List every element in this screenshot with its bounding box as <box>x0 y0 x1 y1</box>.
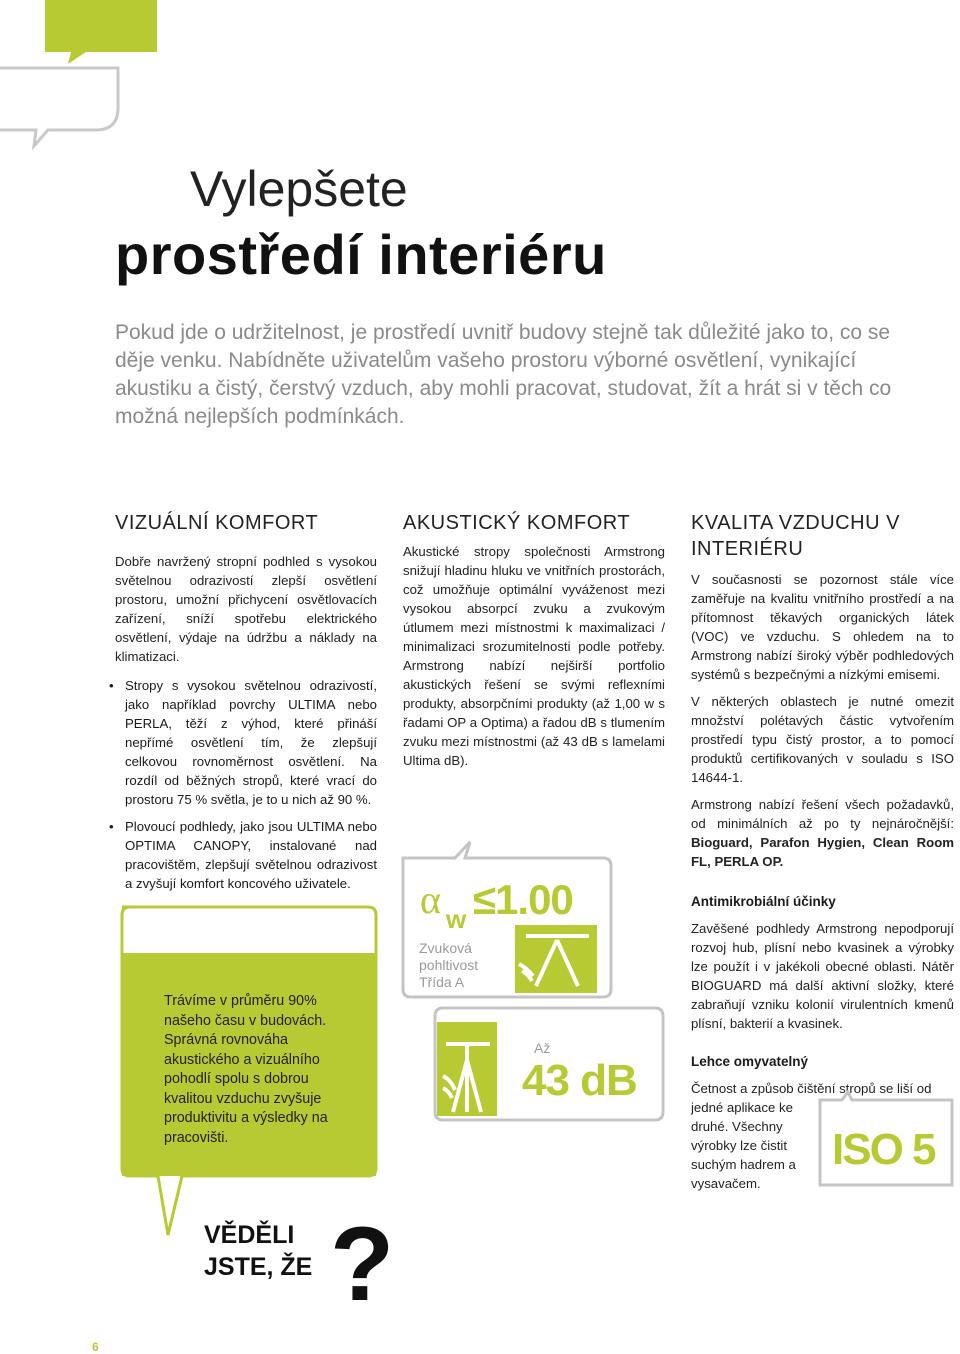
class-label-line: pohltivost <box>419 957 479 973</box>
page-title-line2: prostředí interiéru <box>115 223 607 286</box>
visual-comfort-bullets <box>115 676 377 893</box>
acoustic-comfort-heading: AKUSTICKÝ KOMFORT <box>403 512 631 534</box>
page-number: 6 <box>92 1340 99 1354</box>
callout-text: Trávíme v průměru 90% našeho času v budovách. Správná rovnováha akustického a vizuálního pohodlí spolu s dobrou kvalitou vzduchu zvyšuje produktivitu a výsledky na pracovišti. <box>164 993 328 1146</box>
washable-line: druhé. Všechny <box>691 1119 783 1134</box>
air-quality-heading: KVALITA VZDUCHU V INTERIÉRU <box>691 512 900 560</box>
list-item: • Stropy s vysokou světelnou odrazivostí, jako například povrchy ULTIMA nebo PERLA, těží z výhod, které přináší nepřímé osvětlení tím, že zlepšují celkovou rovnoměrnost osvětlení. Na rozdíl od běžných stropů, které vrací do prostoru 75 % světla, je to u nich až 90 %. <box>115 676 377 809</box>
alpha-symbol: α <box>420 877 441 922</box>
washable-line: výrobky lze čistit <box>691 1138 787 1153</box>
question-mark-icon: ? <box>330 1206 395 1323</box>
db-prefix: Až <box>534 1040 551 1056</box>
washable-heading: Lehce omyvatelný <box>691 1054 809 1069</box>
green-bubble-icon <box>45 0 157 64</box>
class-label-line: Třída A <box>419 974 465 990</box>
intro-paragraph: Pokud jde o udržitelnost, je prostředí uvnitř budovy stejně tak důležité jako to, co se děje venku. Nabídněte uživatelům vašeho prostoru výborné osvětlení, vynikající akustiku a čistý, čerstvý vzduch, aby mohli pracovat, studovat, žít a hrát si v těch co možná nejlepších podmínkách. <box>115 321 892 428</box>
air-quality-products: Bioguard, Parafon Hygien, Clean Room FL, PERLA OP. <box>691 835 954 869</box>
alpha-value: ≤1.00 <box>473 876 573 923</box>
air-quality-p2: V některých oblastech je nutné omezit množství polétavých částic vytvořením prostředí typu čistý prostor, a to pomocí produktů certifikovaných v souladu s ISO 14644-1. <box>691 694 954 785</box>
did-you-know-heading <box>204 1219 312 1283</box>
washable-line: Četnost a způsob čištění stropů se liší od <box>691 1081 932 1096</box>
class-label-line: Zvuková <box>419 940 472 956</box>
acoustic-comfort-body: Akustické stropy společnosti Armstrong snižují hladinu hluku ve vnitřních prostorách, což umožňuje optimální vyváženost mezi vysokou absorpcí zvuku a zvukovým útlumem mezi místnostmi k maximalizaci / minimalizaci srozumitelnosti podle potřeby. Armstrong nabízí nejširší portfolio akustických řešení se svými reflexními produkty, absorpčními produkty (až 1,00 w s řadami OP a Optima) a řadou dB s tlumením zvuku mezi místnostmi (až 43 dB s lamelami Ultima dB). <box>403 544 665 768</box>
washable-line: vysavačem. <box>691 1176 761 1191</box>
antimicrobial-body: Zavěšené podhledy Armstrong nepodporují rozvoj hub, plísní nebo kvasinek a výrobky lze použít i v jakékoli obecné oblasti. Nátěr BIOGUARD má další aktivní složky, které zabraňují vzniku kolonií virulentních kmenů plísní, bakterií a kvasinek. <box>691 921 954 1031</box>
acoustic-comfort-section <box>403 510 665 770</box>
page-title-line1: Vylepšete <box>190 161 408 217</box>
visual-comfort-heading: VIZUÁLNÍ KOMFORT <box>115 512 319 534</box>
washable-line: suchým hadrem a <box>691 1157 796 1172</box>
visual-comfort-section <box>115 510 377 901</box>
list-item: • Plovoucí podhledy, jako jsou ULTIMA nebo OPTIMA CANOPY, instalované nad pracovištěm, zlepšují světelnou odrazivost a zvyšují komfort koncového uživatele. <box>115 817 377 893</box>
speech-bubbles-decor <box>0 0 160 150</box>
antimicrobial-heading: Antimikrobiální účinky <box>691 894 836 909</box>
air-quality-p3 <box>691 795 954 871</box>
absorption-class-label <box>419 940 478 991</box>
iso-class-badge: ISO 5 <box>832 1125 935 1174</box>
db-value: 43 dB <box>522 1056 637 1105</box>
washable-line: jedné aplikace ke <box>691 1100 793 1115</box>
air-quality-p3-lead: Armstrong nabízí řešení všech požadavků, od minimálních až po ty nejnáročnější: <box>691 797 954 831</box>
air-quality-p1: V současnosti se pozornost stále více zaměřuje na kvalitu vnitřního prostředí a na přítomnost těkavých organických látek (VOC) ve vzduchu. S ohledem na to Armstrong nabízí široký výběr podhledových systémů s bezpečnými a nízkými emisemi. <box>691 572 954 682</box>
did-you-know-line2: JSTE, ŽE <box>204 1253 313 1281</box>
alpha-subscript: w <box>446 904 467 934</box>
did-you-know-line1: VĚDĚLI <box>204 1221 295 1249</box>
grey-bubble-icon <box>0 68 118 146</box>
visual-comfort-body: Dobře navržený stropní podhled s vysokou světelnou odrazivostí zlepší osvětlení prostoru, umožní přichycení osvětlovacích zařízení, sníží spotřebu elektrického osvětlení, výdaje na údržbu a náklady na klimatizaci. <box>115 554 377 664</box>
